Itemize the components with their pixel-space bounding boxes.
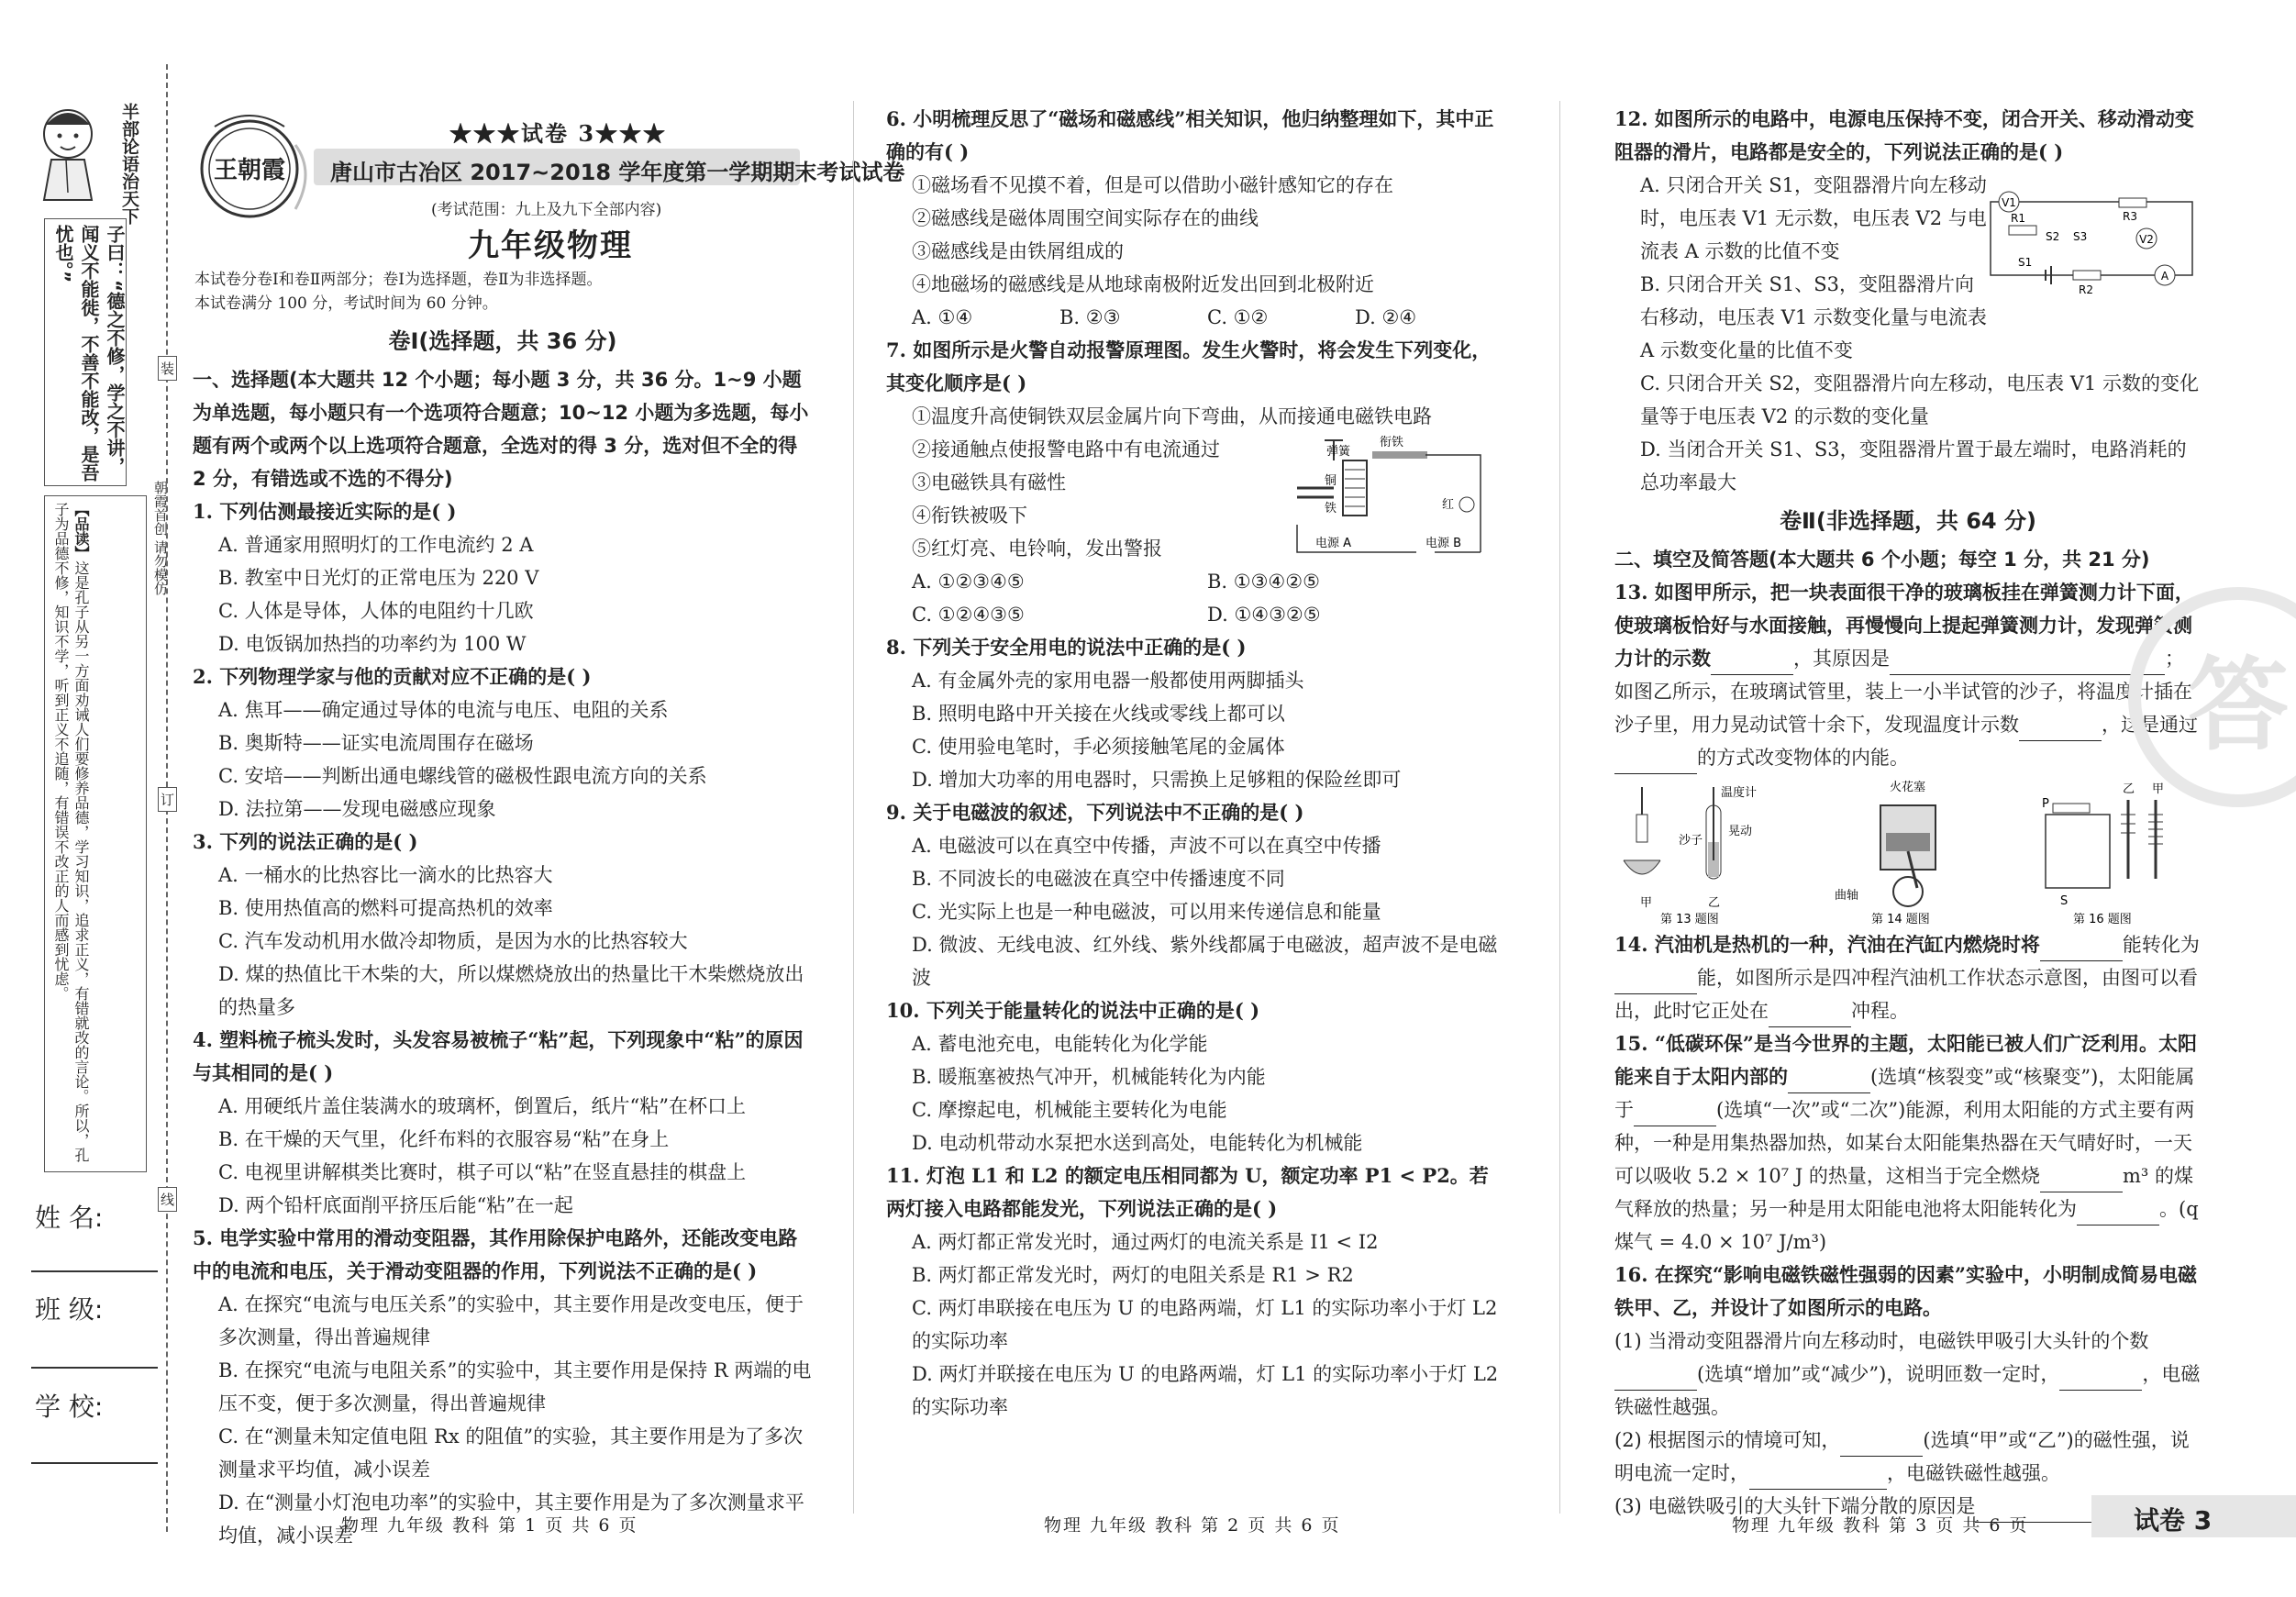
q15-text: m³ 的煤气释放的热量；另一种是用太阳能电池将太阳能转化为 bbox=[1614, 1165, 2193, 1220]
option: D. 增加大功率的用电器时，只需换上足够粗的保险丝即可 bbox=[912, 769, 1402, 791]
q13-text: ，这是通过 bbox=[2102, 714, 2198, 736]
option: B. ①③④②⑤ bbox=[1207, 571, 1320, 593]
statement: ②接通触点使报警电路中有电流通过 bbox=[912, 438, 1220, 460]
option: D. 当闭合开关 S1、S3，变阻器滑片置于最左端时，电路消耗的总功率最大 bbox=[1640, 438, 2187, 494]
brand-logo-icon bbox=[193, 108, 321, 227]
option: D. 电动机带动水泵把水送到高处，电能转化为机械能 bbox=[912, 1132, 1363, 1154]
q16-part-1 bbox=[1614, 1325, 2202, 1424]
q15-text: (选填“一次”或“二次”)能源，利用太阳能的方式主要有两种，一种是用集热器加热，如某台太阳能集热器在天气晴好时，一天可以吸收 5.2 × 10⁷ J 的热量，这相当于完全燃烧 bbox=[1614, 1099, 2195, 1187]
option: B. ②③ bbox=[1059, 306, 1121, 328]
fig-label: 温度计 bbox=[1721, 786, 1758, 800]
option: C. 人体是导体，人体的电阻约十几欧 bbox=[218, 600, 534, 622]
q14-text: 冲程。 bbox=[1851, 1000, 1909, 1022]
page-footer-3: 物理 九年级 教科 第 3 页 共 6 页 bbox=[1732, 1515, 2029, 1536]
answer-blank[interactable] bbox=[1634, 1105, 1716, 1126]
q6-options bbox=[886, 301, 1503, 334]
fig-label: 电源 B bbox=[1425, 537, 1462, 550]
option: B. 使用热值高的燃料可提高热机的效率 bbox=[218, 897, 553, 919]
option: A. ①②③④⑤ bbox=[912, 571, 1025, 593]
page-footer-2: 物理 九年级 教科 第 2 页 共 6 页 bbox=[1044, 1515, 1341, 1536]
option: A. 有金属外壳的家用电器一般都使用两脚插头 bbox=[912, 670, 1304, 692]
option: A. 普通家用照明灯的工作电流约 2 A bbox=[218, 534, 534, 556]
answer-blank[interactable] bbox=[1769, 1006, 1851, 1027]
column-divider bbox=[853, 101, 854, 1514]
exam-scope: (考试范围：九上及九下全部内容) bbox=[431, 201, 662, 219]
fold-mark: 装 bbox=[158, 356, 177, 381]
question-1: 1. 下列估测最接近实际的是( ) bbox=[193, 500, 457, 523]
option: B. 只闭合开关 S1、S3，变阻器滑片向右移动，电压表 V1 示数变化量与电流表 A 示数变化量的比值不变 bbox=[1640, 273, 1987, 361]
question-13 bbox=[1614, 576, 2202, 774]
option: B. 照明电路中开关接在火线或零线上都可以 bbox=[912, 703, 1285, 725]
q16-text: ，电磁铁磁性越强。 bbox=[1614, 1363, 2201, 1418]
option: D. 微波、无线电波、红外线、紫外线都属于电磁波，超声波不是电磁波 bbox=[912, 934, 1498, 989]
q14-text: 能转化为 bbox=[2122, 934, 2200, 956]
question-16: 16. 在探究“影响电磁铁磁性强弱的因素”实验中，小明制成简易电磁铁甲、乙，并设计了如图所示的电路。 bbox=[1614, 1263, 2198, 1319]
option: B. 在干燥的天气里，化纤布料的衣服容易“粘”在身上 bbox=[218, 1128, 670, 1150]
question-4: 4. 塑料梳子梳头发时，头发容易被梳子“粘”起，下列现象中“粘”的原因与其相同的是( ) bbox=[193, 1028, 804, 1084]
q14-text: 能，如图所示是四冲程汽油机工作状态示意图，由图可以看出，此时它正处在 bbox=[1614, 967, 2198, 1022]
fig-label: P bbox=[2042, 797, 2049, 811]
question-6: 6. 小明梳理反思了“磁场和磁感线”相关知识，他归纳整理如下，其中正确的有( ) bbox=[886, 107, 1494, 163]
answer-blank[interactable] bbox=[1749, 1469, 1887, 1490]
fig-caption: 第 13 题图 bbox=[1660, 913, 1719, 925]
option: C. 光实际上也是一种电磁波，可以用来传递信息和能量 bbox=[912, 901, 1381, 923]
answer-blank[interactable] bbox=[1890, 654, 2165, 675]
question-9: 9. 关于电磁波的叙述，下列说法中不正确的是( ) bbox=[886, 801, 1304, 824]
fig-caption: 第 16 题图 bbox=[2073, 913, 2132, 925]
fig-label: 火花塞 bbox=[1890, 781, 1926, 794]
binding-note: 朝霞首创 请勿模仿 bbox=[152, 481, 169, 595]
column-3 bbox=[1614, 103, 2202, 1523]
column-divider bbox=[1559, 101, 1560, 1514]
q13-text: ，其原因是 bbox=[1793, 648, 1890, 670]
statement: ③电磁铁具有磁性 bbox=[912, 471, 1066, 494]
pindu-box bbox=[44, 495, 147, 1172]
question-2: 2. 下列物理学家与他的贡献对应不正确的是( ) bbox=[193, 665, 592, 688]
fig-label: 电源 A bbox=[1315, 537, 1352, 550]
fold-mark: 订 bbox=[158, 787, 177, 812]
option: A. ①④ bbox=[912, 306, 973, 328]
fig-label: 曲轴 bbox=[1835, 889, 1859, 903]
name-field[interactable] bbox=[31, 1270, 158, 1272]
option: C. 在“测量未知定值电阻 Rx 的阻值”的实验，其主要作用是为了多次测量求平均值，减小误差 bbox=[218, 1425, 804, 1481]
answer-blank[interactable] bbox=[1614, 753, 1697, 774]
option: D. 电饭锅加热挡的功率约为 100 W bbox=[218, 633, 527, 655]
figures-13-14-16 bbox=[1614, 778, 2202, 925]
part-1-instructions: 一、选择题(本大题共 12 个小题；每小题 3 分，共 36 分。1~9 小题为单选题，每小题只有一个选项符合题意；10~12 小题为多选题，每小题有两个或两个以上选项符合题意，全选对的得 3 分，选对但不全的得 2 分，有错选或不选的不得分) bbox=[193, 369, 809, 490]
q13-text: 13. 如图甲所示，把一块表面很干净的玻璃板挂在弹簧测力计下面，使玻璃板恰好与水面接触，再慢慢向上提起弹簧测力计，发现弹簧测力计的示数 bbox=[1614, 581, 2194, 670]
fig-label: 铜 bbox=[1325, 474, 1337, 488]
option: C. 使用验电笔时，手必须接触笔尾的金属体 bbox=[912, 736, 1285, 758]
confucius-cartoon-icon bbox=[26, 101, 110, 202]
motto-title: 半部论语治天下 bbox=[119, 103, 139, 225]
option: B. 教室中日光灯的正常电压为 220 V bbox=[218, 567, 539, 589]
question-7: 7. 如图所示是火警自动报警原理图。发生火警时，将会发生下列变化，其变化顺序是( ) bbox=[886, 338, 1492, 394]
option: D. 两灯并联接在电压为 U 的电路两端，灯 L1 的实际功率小于灯 L2 的实际功率 bbox=[912, 1363, 1499, 1418]
q7-options-row1 bbox=[886, 565, 1503, 598]
statement: ①磁场看不见摸不着，但是可以借助小磁针感知它的存在 bbox=[912, 174, 1393, 196]
section-2-title: 卷Ⅱ(非选择题，共 64 分) bbox=[1780, 508, 2036, 534]
quote-box bbox=[44, 218, 127, 486]
class-field[interactable] bbox=[31, 1367, 158, 1369]
q16-text: (选填“甲”或“乙”)的磁性强，说明电流一定时， bbox=[1614, 1429, 2190, 1484]
watermark-text: 答 bbox=[2188, 647, 2289, 764]
option: D. ①④③②⑤ bbox=[1207, 604, 1321, 626]
page-footer-1: 物理 九年级 教科 第 1 页 共 6 页 bbox=[341, 1515, 638, 1536]
fire-alarm-diagram bbox=[1288, 433, 1490, 561]
fig-label: 乙 bbox=[2123, 782, 2135, 796]
pindu-label: 【品读】 bbox=[72, 502, 90, 560]
answer-blank[interactable] bbox=[2040, 940, 2123, 961]
option: C. ①②④③⑤ bbox=[912, 604, 1025, 626]
option: A. 电磁波可以在真空中传播，声波不可以在真空中传播 bbox=[912, 835, 1381, 857]
option: C. 安培——判断出通电螺线管的磁极性跟电流方向的关系 bbox=[218, 765, 707, 787]
intro-line-1: 本试卷分卷Ⅰ和卷Ⅱ两部分；卷Ⅰ为选择题，卷Ⅱ为非选择题。 bbox=[194, 271, 603, 289]
paper-badge-text: 试卷 3 bbox=[2134, 1505, 2213, 1536]
fig-label: S2 bbox=[2046, 230, 2060, 243]
sidebar bbox=[0, 0, 183, 1597]
fig-label: S bbox=[2060, 894, 2069, 908]
fig-label: 衔铁 bbox=[1380, 436, 1404, 449]
header bbox=[193, 108, 905, 292]
option: C. 汽车发动机用水做冷却物质，是因为水的比热容较大 bbox=[218, 930, 688, 952]
question-8: 8. 下列关于安全用电的说法中正确的是( ) bbox=[886, 636, 1247, 659]
fig-label: 铁 bbox=[1325, 502, 1337, 516]
fig-label: V2 bbox=[2139, 233, 2154, 246]
option: B. 在探究“电流与电阻关系”的实验中，其主要作用是保持 R 两端的电压不变，便于多次测量，得出普遍规律 bbox=[218, 1359, 812, 1414]
q15-text: 。(q 煤气 = 4.0 × 10⁷ J/m³) bbox=[1614, 1198, 2199, 1253]
option: C. 只闭合开关 S2，变阻器滑片向左移动，电压表 V1 示数的变化量等于电压表 V2 的示数的变化量 bbox=[1640, 372, 2199, 427]
name-label: 姓 名: bbox=[35, 1203, 104, 1233]
answer-blank[interactable] bbox=[1840, 1436, 1923, 1457]
q13-text: ；如图乙所示，在玻璃试管里，装上一小半试管的沙子，将温度计插在沙子里，用力晃动试管十余下，发现温度计示数 bbox=[1614, 648, 2192, 736]
question-3: 3. 下列的说法正确的是( ) bbox=[193, 830, 418, 853]
school-field[interactable] bbox=[31, 1462, 158, 1464]
statement: ④地磁场的磁感线是从地球南极附近发出回到北极附近 bbox=[912, 273, 1374, 295]
statement: ⑤红灯亮、电铃响，发出警报 bbox=[912, 538, 1162, 560]
q16-text: (选填“增加”或“减少”)，说明匝数一定时， bbox=[1697, 1363, 2060, 1385]
q13-text: 的方式改变物体的内能。 bbox=[1697, 747, 1909, 769]
q14-text: 14. 汽油机是热机的一种，汽油在汽缸内燃烧时将 bbox=[1614, 933, 2040, 956]
option: B. 暖瓶塞被热气冲开，机械能转化为内能 bbox=[912, 1066, 1266, 1088]
fig-label: S1 bbox=[2018, 256, 2033, 269]
option: A. 只闭合开关 S1，变阻器滑片向左移动时，电压表 V1 无示数，电压表 V2 与电流表 A 示数的比值不变 bbox=[1640, 174, 1987, 262]
statement: ②磁感线是磁体周围空间实际存在的曲线 bbox=[912, 207, 1259, 229]
statement: ④衔铁被吸下 bbox=[912, 505, 1027, 527]
option: D. 两个铅杆底面削平挤压后能“粘”在一起 bbox=[218, 1194, 573, 1216]
option: C. 两灯串联接在电压为 U 的电路两端，灯 L1 的实际功率小于灯 L2 的实际功率 bbox=[912, 1297, 1498, 1352]
question-12: 12. 如图所示的电路中，电源电压保持不变，闭合开关、移动滑动变阻器的滑片，电路都是安全的，下列说法正确的是( ) bbox=[1614, 107, 2194, 163]
option: B. 奥斯特——证实电流周围存在磁场 bbox=[218, 732, 534, 754]
question-10: 10. 下列关于能量转化的说法中正确的是( ) bbox=[886, 999, 1260, 1022]
statement: ③磁感线是由铁屑组成的 bbox=[912, 240, 1124, 262]
fig-label: R1 bbox=[2011, 212, 2025, 225]
section-1-title: 卷Ⅰ(选择题，共 36 分) bbox=[388, 328, 617, 354]
answer-blank[interactable] bbox=[1614, 973, 1697, 994]
q15-text: (选填“核裂变”或“核聚变”)，太阳能属于 bbox=[1614, 1066, 2195, 1121]
fig-label: 红 bbox=[1442, 498, 1455, 512]
fig-caption: 第 14 题图 bbox=[1871, 913, 1930, 925]
school-label: 学 校: bbox=[35, 1392, 104, 1422]
fig-label: 沙子 bbox=[1679, 834, 1703, 848]
fold-mark: 线 bbox=[158, 1187, 177, 1212]
statement: ①温度升高使铜铁双层金属片向下弯曲，从而接通电磁铁电路 bbox=[912, 405, 1432, 427]
q16-text: (2) 根据图示的情境可知， bbox=[1614, 1429, 1841, 1451]
column-2 bbox=[886, 103, 1503, 1424]
question-5: 5. 电学实验中常用的滑动变阻器，其作用除保护电路外，还能改变电路中的电流和电压，关于滑动变阻器的作用，下列说法不正确的是( ) bbox=[193, 1226, 798, 1282]
q12-circuit-diagram bbox=[1981, 174, 2202, 312]
q16-text: ，电磁铁磁性越强。 bbox=[1887, 1462, 2060, 1484]
option: A. 蓄电池充电，电能转化为化学能 bbox=[912, 1033, 1208, 1055]
quote-text: 子曰：“德之不修，学之不讲，闻义不能徙，不善不能改，是吾忧也。” bbox=[52, 225, 126, 482]
option: C. 摩擦起电，机械能主要转化为电能 bbox=[912, 1099, 1227, 1121]
answer-blank[interactable] bbox=[2059, 1370, 2142, 1391]
answer-blank[interactable] bbox=[2077, 1204, 2159, 1225]
column-1 bbox=[193, 319, 813, 1552]
answer-blank[interactable] bbox=[1711, 654, 1793, 675]
paper-number: ★★★试卷 3★★★ bbox=[449, 120, 668, 147]
option: B. 两灯都正常发光时，两灯的电阻关系是 R1 > R2 bbox=[912, 1264, 1354, 1286]
q16-text: (1) 当滑动变阻器滑片向左移动时，电磁铁甲吸引大头针的个数 bbox=[1614, 1330, 2149, 1352]
fig-label: R3 bbox=[2123, 210, 2137, 223]
option: A. 一桶水的比热容比一滴水的比热容大 bbox=[218, 864, 553, 886]
question-14 bbox=[1614, 928, 2202, 1027]
option: D. ②④ bbox=[1355, 306, 1417, 328]
fig-label: 甲 bbox=[1640, 896, 1653, 910]
q7-options-row2 bbox=[886, 598, 1503, 631]
option: A. 用硬纸片盖住装满水的玻璃杯，倒置后，纸片“粘”在杯口上 bbox=[218, 1095, 746, 1117]
intro-line-2: 本试卷满分 100 分，考试时间为 60 分钟。 bbox=[194, 294, 498, 313]
option: D. 在“测量小灯泡电功率”的实验中，其主要作用是为了多次测量求平均值，减小误差 bbox=[218, 1492, 804, 1547]
fig-label: 甲 bbox=[2152, 782, 2165, 796]
logo-text: 王朝霞 bbox=[213, 157, 286, 184]
subject-title: 九年级物理 bbox=[468, 227, 633, 264]
fig-label: 晃动 bbox=[1728, 825, 1753, 838]
option: C. ①② bbox=[1207, 306, 1269, 328]
option: D. 煤的热值比干木柴的大，所以煤燃烧放出的热量比干木柴燃烧放出的热量多 bbox=[218, 963, 804, 1018]
option: C. 电视里讲解棋类比赛时，棋子可以“粘”在竖直悬挂的棋盘上 bbox=[218, 1161, 747, 1183]
q16-text: (3) 电磁铁吸引的大头针下端分散的原因是 bbox=[1614, 1495, 1976, 1517]
class-label: 班 级: bbox=[35, 1294, 104, 1325]
question-15 bbox=[1614, 1027, 2202, 1259]
question-11: 11. 灯泡 L1 和 L2 的额定电压相同都为 U，额定功率 P1 < P2。若两灯接入电路都能发光，下列说法正确的是( ) bbox=[886, 1164, 1489, 1220]
fig-label: S3 bbox=[2073, 230, 2088, 243]
fig-label: V1 bbox=[2002, 196, 2016, 209]
option: A. 焦耳——确定通过导体的电流与电压、电阻的关系 bbox=[218, 699, 669, 721]
fig-label: 乙 bbox=[1708, 896, 1721, 910]
option: D. 法拉第——发现电磁感应现象 bbox=[218, 798, 496, 820]
fig-label: R2 bbox=[2079, 283, 2093, 296]
exam-title: 唐山市古冶区 2017~2018 学年度第一学期期末考试试卷 bbox=[330, 160, 905, 185]
answer-blank[interactable] bbox=[1788, 1072, 1870, 1093]
part-2-instructions: 二、填空及简答题(本大题共 6 个小题；每空 1 分，共 21 分) bbox=[1614, 549, 2150, 571]
pindu-text: 这是孔子从另一方面劝诫人们要修养品德，学习知识，追求正义，有错就改的言论。所以，孔子为品德不修，知识不学，听到正义不追随，有错误不改正的人而感到忧虑。 bbox=[52, 502, 90, 1162]
option: A. 在探究“电流与电压关系”的实验中，其主要作用是改变电压，便于多次测量，得出普遍规律 bbox=[218, 1293, 804, 1348]
option: B. 不同波长的电磁波在真空中传播速度不同 bbox=[912, 868, 1285, 890]
q16-part-2 bbox=[1614, 1424, 2202, 1490]
answer-blank[interactable] bbox=[1614, 1370, 1697, 1391]
answer-blank[interactable] bbox=[2019, 720, 2102, 741]
option: A. 两灯都正常发光时，通过两灯的电流关系是 I1 < I2 bbox=[912, 1231, 1379, 1253]
answer-blank[interactable] bbox=[2040, 1171, 2123, 1192]
fig-label: A bbox=[2160, 270, 2169, 283]
q15-text: 15. “低碳环保”是当今世界的主题，太阳能已被人们广泛利用。太阳能来自于太阳内部的 bbox=[1614, 1032, 2198, 1088]
fig-label: 弹簧 bbox=[1326, 445, 1351, 459]
